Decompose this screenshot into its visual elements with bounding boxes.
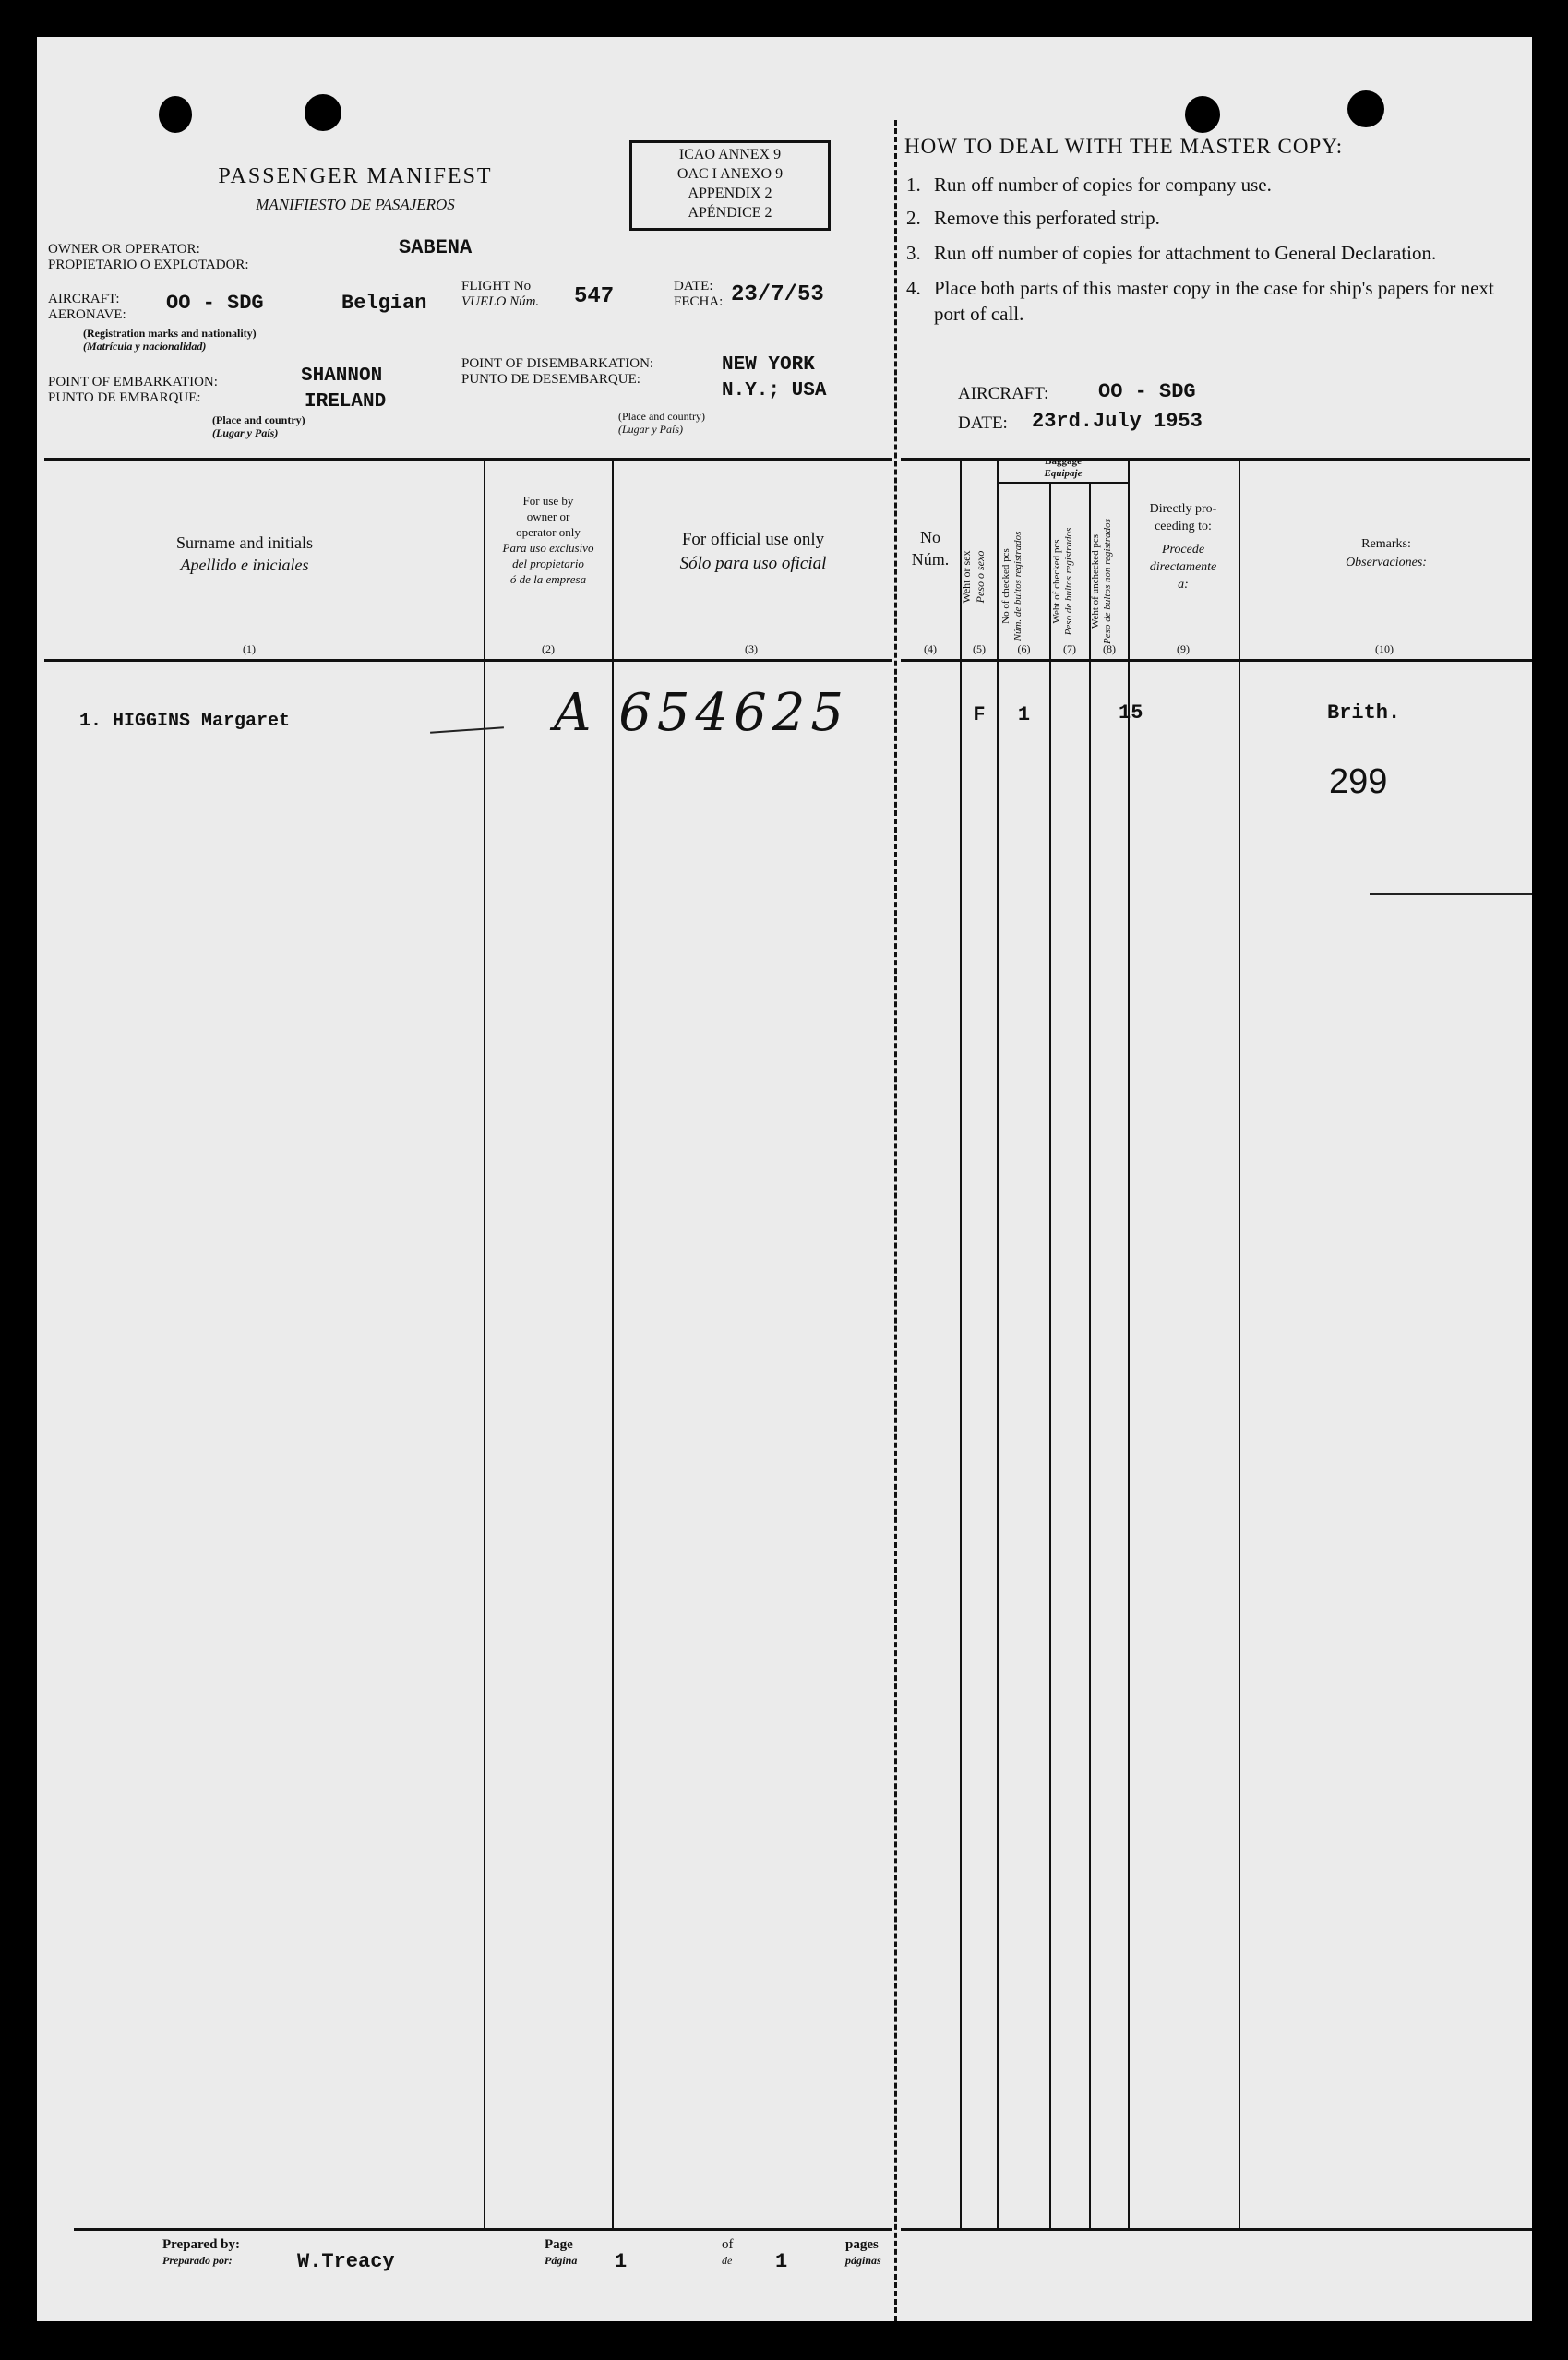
col-header-remarks: Remarks: Observaciones: xyxy=(1346,537,1427,569)
col-number-8: (8) xyxy=(1103,642,1116,655)
instruction-item: 4. Place both parts of this master copy in the case for ship's papers for next port of call. xyxy=(906,277,1494,325)
col-number-2: (2) xyxy=(542,642,555,655)
instructions-date-label: DATE: xyxy=(958,413,1008,433)
col-number-6: (6) xyxy=(1017,642,1031,655)
of-value: 1 xyxy=(775,2250,788,2273)
instruction-item: 3. Run off number of copies for attachment to General Declaration. xyxy=(906,242,1437,264)
punch-hole-left-2 xyxy=(305,94,341,131)
flight-label: FLIGHT No VUELO Núm. xyxy=(461,279,540,309)
instructions-date-value: 23rd.July 1953 xyxy=(1032,410,1203,433)
icao-line-1: ICAO ANNEX 9 xyxy=(678,147,782,162)
baggage-group-rule xyxy=(997,482,1128,484)
col-divider-9-10 xyxy=(1239,460,1240,2229)
embarkation-city: SHANNON xyxy=(301,365,383,387)
col-number-10: (10) xyxy=(1375,642,1394,655)
aircraft-registration: OO - SDG xyxy=(166,292,264,315)
col-number-7: (7) xyxy=(1063,642,1076,655)
page-title: PASSENGER MANIFEST xyxy=(218,164,493,188)
passenger-sex: F xyxy=(973,703,986,726)
instruction-item: 2. Remove this perforated strip. xyxy=(906,207,1160,229)
passenger-name: 1. HIGGINS Margaret xyxy=(79,711,291,732)
of-label: of de xyxy=(722,2237,734,2267)
page-subtitle: MANIFIESTO DE PASAJEROS xyxy=(256,196,455,213)
prepared-by-label: Prepared by: Preparado por: xyxy=(162,2237,241,2267)
disembarkation-note: (Place and country) (Lugar y País) xyxy=(618,410,705,436)
passenger-remarks: Brith. xyxy=(1327,701,1401,725)
punch-hole-right-1 xyxy=(1185,96,1220,133)
page-label: Page Página xyxy=(545,2237,578,2267)
col-number-1: (1) xyxy=(243,642,256,655)
embarkation-country: IRELAND xyxy=(305,391,387,413)
icao-line-3: APPENDIX 2 xyxy=(688,186,772,201)
handwritten-passport-number: A 654625 xyxy=(554,683,850,743)
prepared-by-value: W.Treacy xyxy=(297,2250,395,2273)
disembarkation-label: POINT OF DISEMBARKATION: PUNTO DE DESEMBARQUE: xyxy=(461,356,654,387)
header-bottom-rule-right xyxy=(901,659,1532,662)
passenger-checked-weight: 15 xyxy=(1119,701,1143,725)
embarkation-note: (Place and country) (Lugar y País) xyxy=(212,413,305,439)
instructions-list xyxy=(906,172,1506,327)
col-header-proceeding: Directly pro- ceeding to: Procede directamente a: xyxy=(1149,502,1217,592)
embarkation-label: POINT OF EMBARKATION: PUNTO DE EMBARQUE: xyxy=(48,375,218,405)
col-divider-7-8 xyxy=(1089,484,1091,2229)
icao-box xyxy=(629,140,831,231)
col-header-baggage: Baggage Equipaje xyxy=(1044,456,1083,479)
instructions-title: HOW TO DEAL WITH THE MASTER COPY: xyxy=(904,135,1344,158)
passenger-remarks-number: 299 xyxy=(1329,762,1388,801)
col-number-9: (9) xyxy=(1177,642,1190,655)
aircraft-label: AIRCRAFT: AERONAVE: xyxy=(48,292,126,322)
col-header-weight-sex: Weht or sex Peso o sexo xyxy=(960,550,987,604)
col-divider-1-2 xyxy=(484,460,485,2229)
col-divider-6-7 xyxy=(1049,484,1051,2229)
instructions-aircraft-value: OO - SDG xyxy=(1098,380,1196,403)
registration-note: (Registration marks and nationality) (Matrícula y nacionalidad) xyxy=(83,327,257,353)
aircraft-nationality: Belgian xyxy=(341,292,427,315)
disembarkation-country: N.Y.; USA xyxy=(722,380,827,401)
passenger-checked-pieces: 1 xyxy=(1017,703,1031,726)
col-header-checked-weight: Weht of checked pcs Peso de bultos registrados xyxy=(1051,527,1074,636)
disembarkation-city: NEW YORK xyxy=(722,354,815,376)
col-header-number: No Núm. xyxy=(911,528,950,569)
col-header-unchecked-weight: Weht of unchecked pcs Peso de bultos non registrados xyxy=(1090,519,1113,644)
page-value: 1 xyxy=(615,2250,628,2273)
remarks-mark-line xyxy=(1370,893,1532,895)
col-header-checked-pieces: No of checked pcs Núm. de bultos registrados xyxy=(1000,531,1023,641)
instructions-aircraft-label: AIRCRAFT: xyxy=(958,384,1049,403)
perforation-line xyxy=(894,120,897,2321)
punch-hole-right-2 xyxy=(1347,90,1384,127)
table-bottom-rule-left xyxy=(74,2228,892,2231)
col-number-5: (5) xyxy=(973,642,986,655)
punch-hole-left-1 xyxy=(159,96,192,133)
icao-line-2: OAC I ANEXO 9 xyxy=(676,166,784,182)
col-header-owner-use: For use by owner or operator only Para uso exclusivo del propietario ó de la empresa xyxy=(502,494,594,586)
table-bottom-rule-right xyxy=(901,2228,1532,2231)
date-label: DATE: FECHA: xyxy=(674,279,724,309)
date-value: 23/7/53 xyxy=(731,282,824,307)
owner-value: SABENA xyxy=(399,236,473,259)
instruction-item: 1. Run off number of copies for company use. xyxy=(906,174,1272,196)
icao-line-4: APÉNDICE 2 xyxy=(688,205,772,221)
col-divider-8-9 xyxy=(1128,460,1130,2229)
header-bottom-rule-left xyxy=(44,659,892,662)
manifest-sheet xyxy=(37,37,1532,2321)
table-top-rule-right xyxy=(901,458,1530,461)
col-number-4: (4) xyxy=(924,642,937,655)
owner-label: OWNER OR OPERATOR: PROPIETARIO O EXPLOTADOR: xyxy=(48,242,249,272)
flight-value: 547 xyxy=(574,284,615,309)
col-header-official-use: For official use only Sólo para uso oficial xyxy=(679,530,827,573)
pages-label: pages páginas xyxy=(845,2237,881,2267)
col-number-3: (3) xyxy=(745,642,758,655)
table-top-rule-left xyxy=(44,458,892,461)
col-header-surname: Surname and initials Apellido e iniciales xyxy=(176,533,313,574)
handwritten-dash xyxy=(430,726,504,734)
